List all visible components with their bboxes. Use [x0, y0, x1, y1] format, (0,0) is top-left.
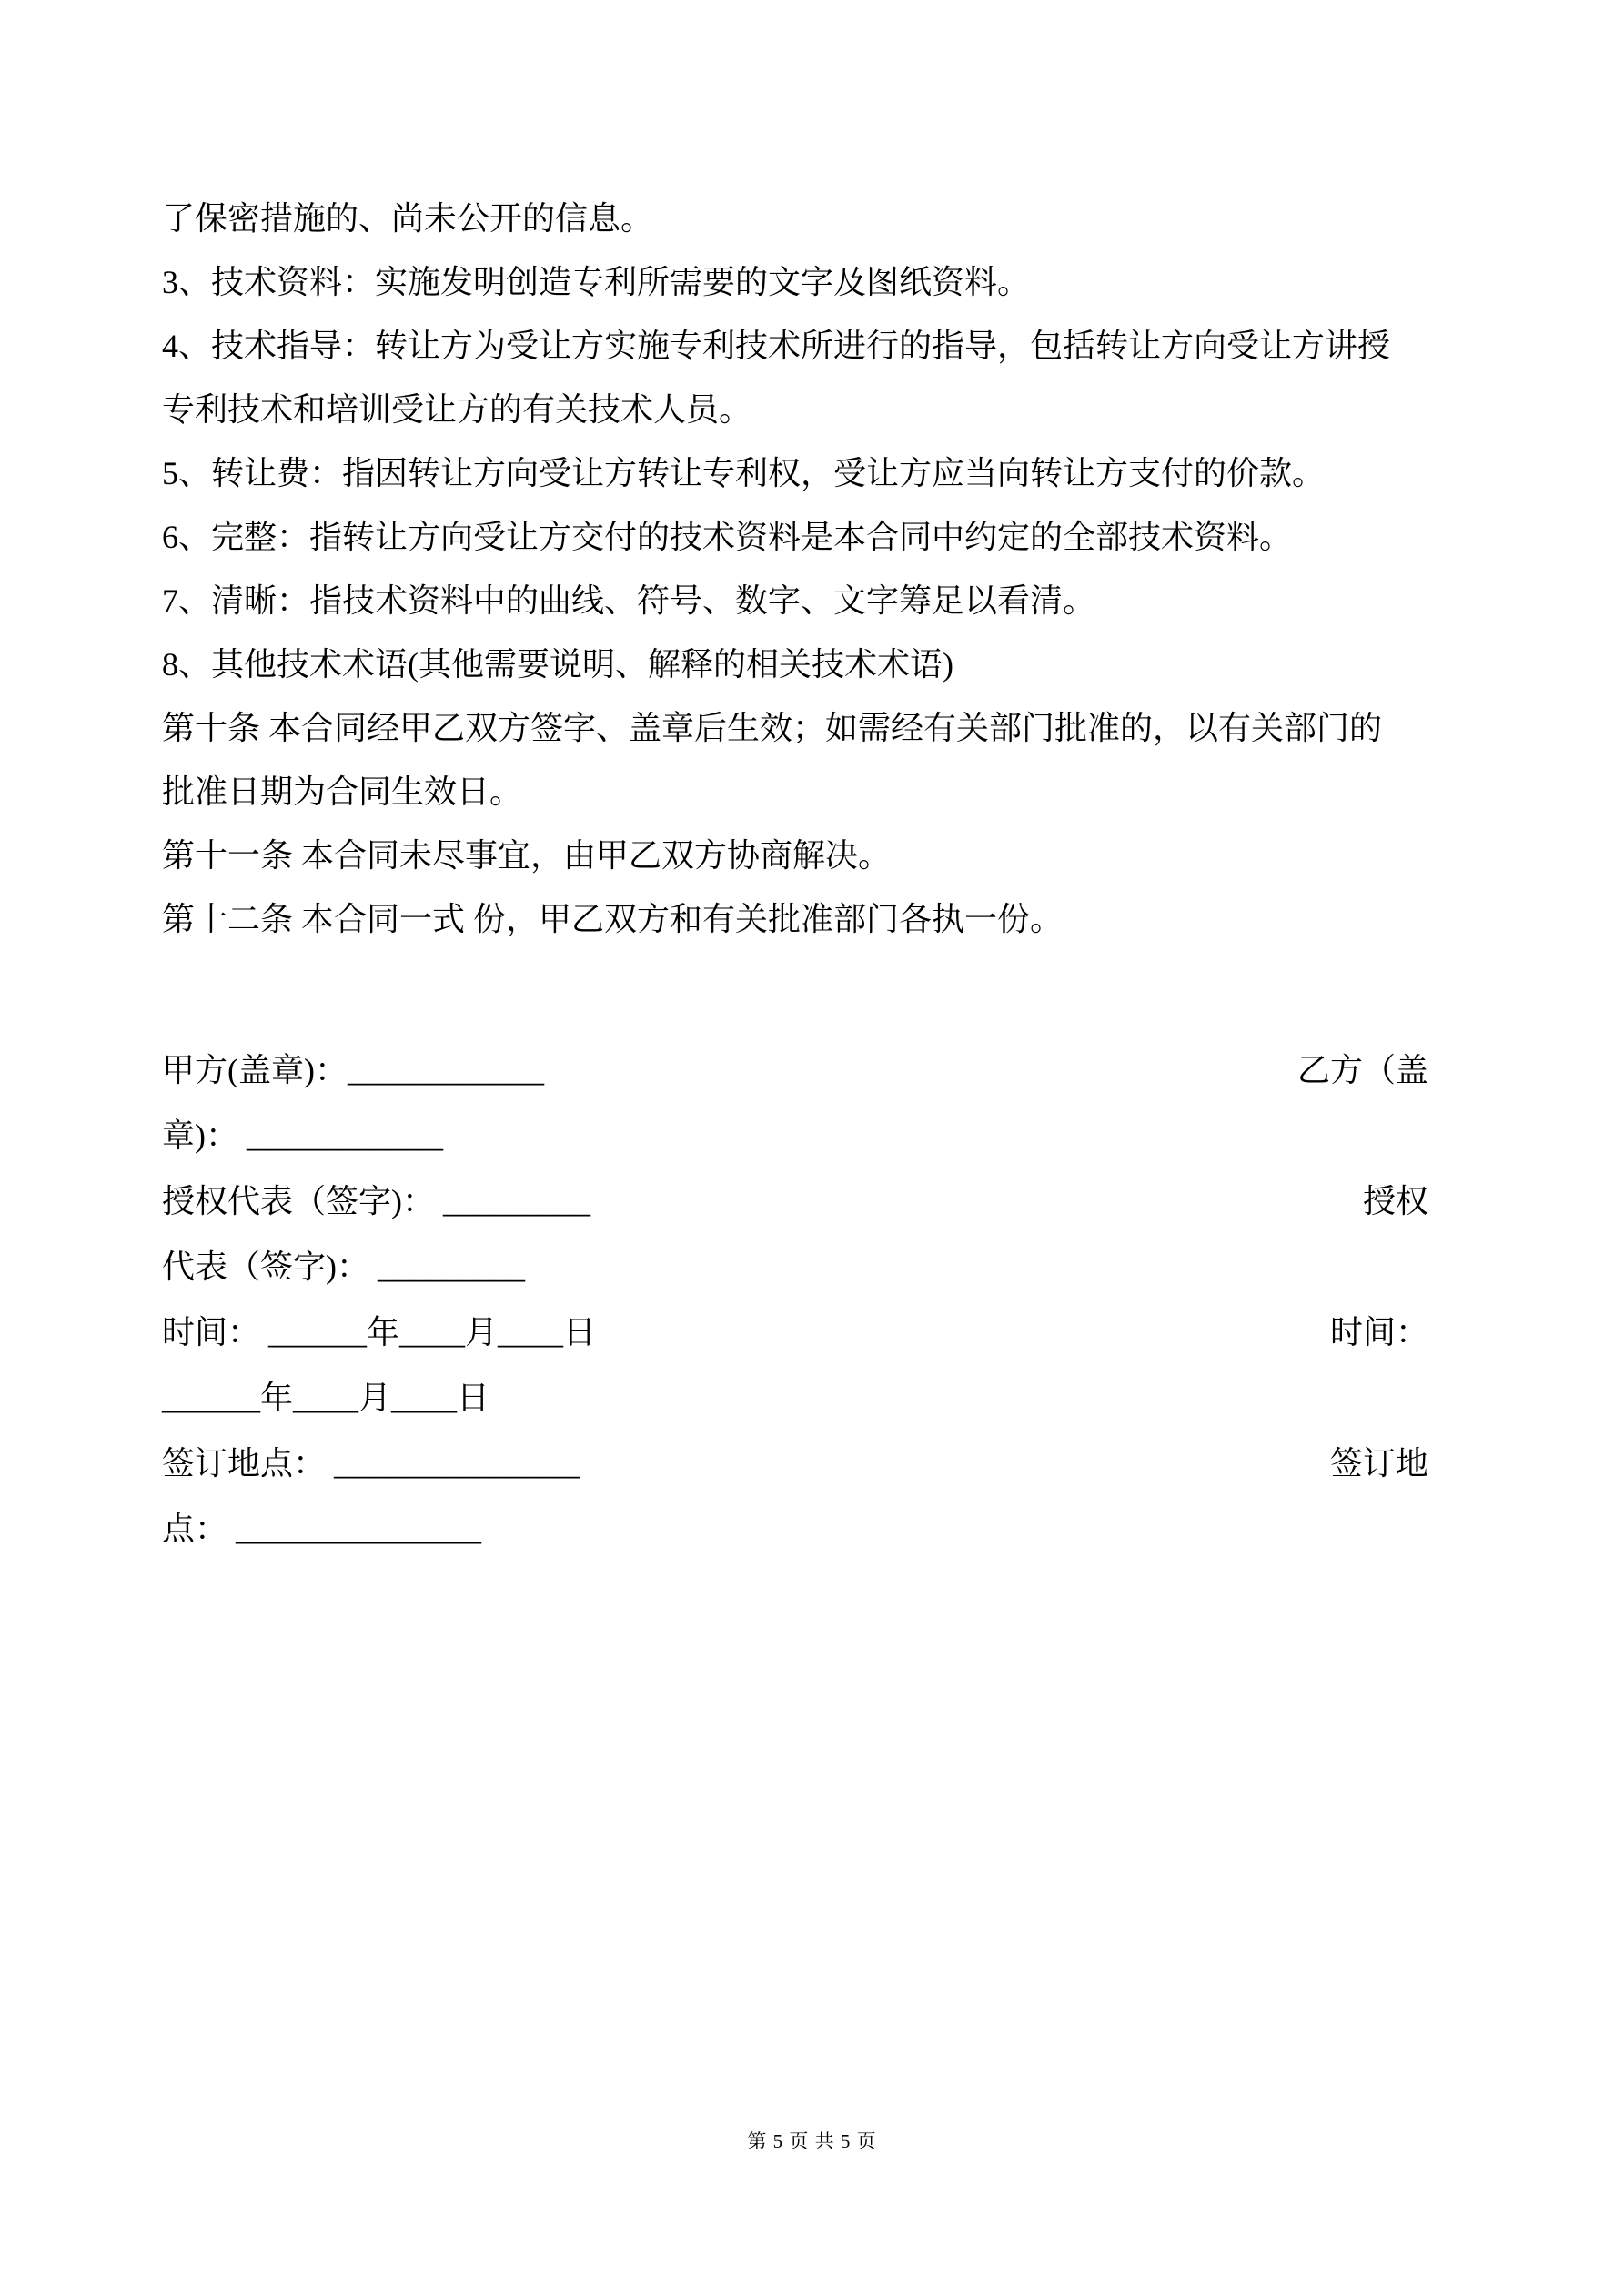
body-line-article-10-continuation: 批准日期为合同生效日。: [162, 774, 523, 810]
body-line-article-10: 第十条 本合同经甲乙双方签字、盖章后生效；如需经有关部门批准的，以有关部门的: [162, 710, 1383, 746]
party-b-representative-label-end: 代表（签字)： _________: [162, 1249, 525, 1285]
party-b-signing-place-label-end: 点： _______________: [162, 1511, 482, 1547]
body-line-article-11: 第十一条 本合同未尽事宜，由甲乙双方协商解决。: [162, 837, 892, 874]
body-line-term-6-completeness: 6、完整：指转让方向受让方交付的技术资料是本合同中约定的全部技术资料。: [162, 519, 1293, 555]
party-b-representative-label-start: 授权: [1362, 1183, 1428, 1219]
contract-body: [162, 187, 1428, 1562]
party-b-seal-label-start: 乙方（盖: [1296, 1052, 1428, 1088]
sig-line-party-a-seal: [162, 1037, 1428, 1103]
party-a-signing-place-label: 签订地点： _______________: [162, 1445, 580, 1482]
sig-line-party-b-signing-place-wrap: [162, 1496, 1428, 1562]
sig-line-party-b-seal-wrap: [162, 1103, 1428, 1168]
party-b-signing-place-label-start: 签订地: [1329, 1445, 1428, 1482]
sig-line-party-a-signing-place: [162, 1431, 1428, 1496]
party-a-representative-label: 授权代表（签字)： _________: [162, 1183, 590, 1219]
signature-block: [162, 1037, 1428, 1562]
body-line-article-12: 第十二条 本合同一式 份，甲乙双方和有关批准部门各执一份。: [162, 901, 1064, 937]
body-line-secrecy-info: 了保密措施的、尚未公开的信息。: [162, 200, 654, 237]
body-line-term-3-technical-materials: 3、技术资料：实施发明创造专利所需要的文字及图纸资料。: [162, 264, 1031, 300]
party-a-date-label: 时间： ______年____月____日: [162, 1314, 597, 1350]
body-line-term-4-continuation: 专利技术和培训受让方的有关技术人员。: [162, 391, 752, 428]
party-b-seal-label-end: 章)： ____________: [162, 1118, 443, 1154]
party-b-date-label-end: ______年____月____日: [162, 1380, 489, 1416]
body-line-term-4-technical-guidance: 4、技术指导：转让方为受让方实施专利技术所进行的指导，包括转让方向受让方讲授: [162, 328, 1391, 364]
sig-line-party-a-date: [162, 1300, 1428, 1365]
sig-line-party-b-date-wrap: [162, 1365, 1428, 1431]
page-number-footer: 第 5 页 共 5 页: [747, 2130, 877, 2152]
body-line-term-5-transfer-fee: 5、转让费：指因转让方向受让方转让专利权，受让方应当向转让方支付的价款。: [162, 455, 1326, 491]
party-a-seal-label: 甲方(盖章)：____________: [162, 1052, 544, 1088]
sig-line-party-b-representative-wrap: [162, 1234, 1428, 1300]
body-line-term-8-other-terms: 8、其他技术术语(其他需要说明、解释的相关技术术语): [162, 646, 953, 683]
sig-line-party-a-representative: [162, 1168, 1428, 1234]
body-line-term-7-clarity: 7、清晰：指技术资料中的曲线、符号、数字、文字筹足以看清。: [162, 582, 1096, 619]
party-b-date-label-start: 时间：: [1329, 1314, 1428, 1350]
